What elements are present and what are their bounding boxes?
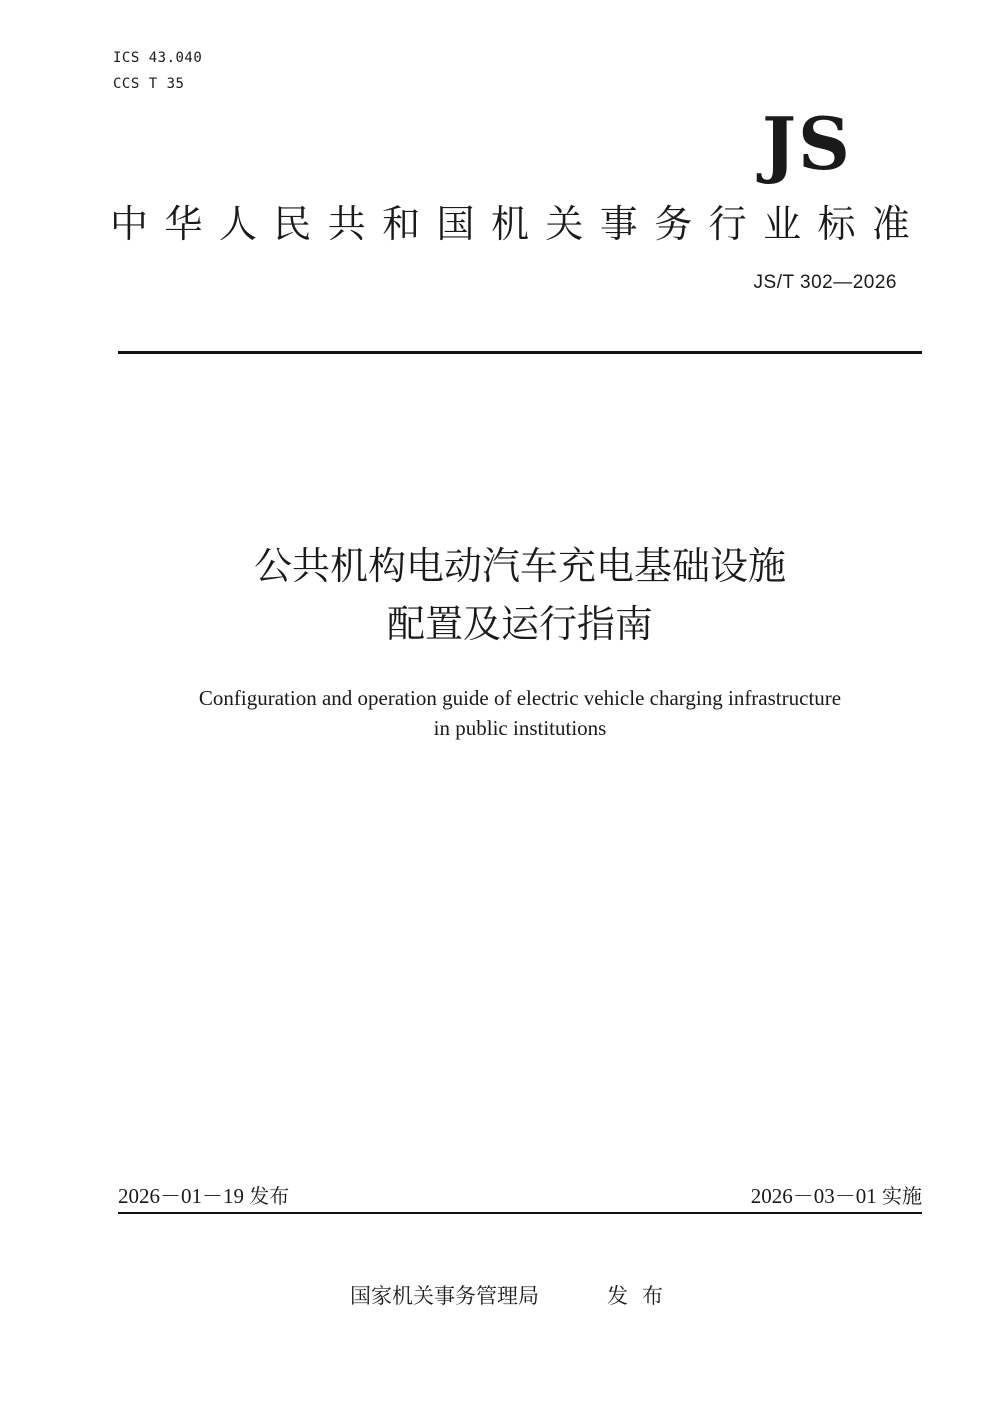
title-cn-line1: 公共机构电动汽车充电基础设施 <box>253 544 786 588</box>
issue-date-label: 发布 <box>249 1184 290 1208</box>
top-divider <box>118 351 922 354</box>
publish-label: 发布 <box>607 1284 677 1308</box>
ccs-code: CCS T 35 <box>113 76 185 92</box>
title-en-line2: in public institutions <box>433 716 607 740</box>
title-en-line1: Configuration and operation guide of electric vehicle charging infrastructure <box>198 686 842 710</box>
implementation-date-value: 2026－03－01 <box>750 1184 877 1208</box>
publisher-name: 国家机关事务管理局 <box>350 1284 539 1308</box>
implementation-date <box>751 1181 922 1211</box>
implementation-date-label: 实施 <box>882 1184 922 1208</box>
standard-number: JS/T 302—2026 <box>753 272 897 293</box>
standard-category-text: 中 华 人 民 共 和 国 机 关 事 务 行 业 标 准 <box>110 202 910 246</box>
issue-date-value: 2026－01－19 <box>118 1184 244 1208</box>
standard-category <box>110 200 910 248</box>
js-logo: JS <box>761 101 852 186</box>
bottom-divider <box>118 1212 922 1214</box>
title-cn-line2: 配置及运行指南 <box>386 602 653 646</box>
ics-code: ICS 43.040 <box>113 50 203 66</box>
issue-date <box>118 1181 289 1211</box>
